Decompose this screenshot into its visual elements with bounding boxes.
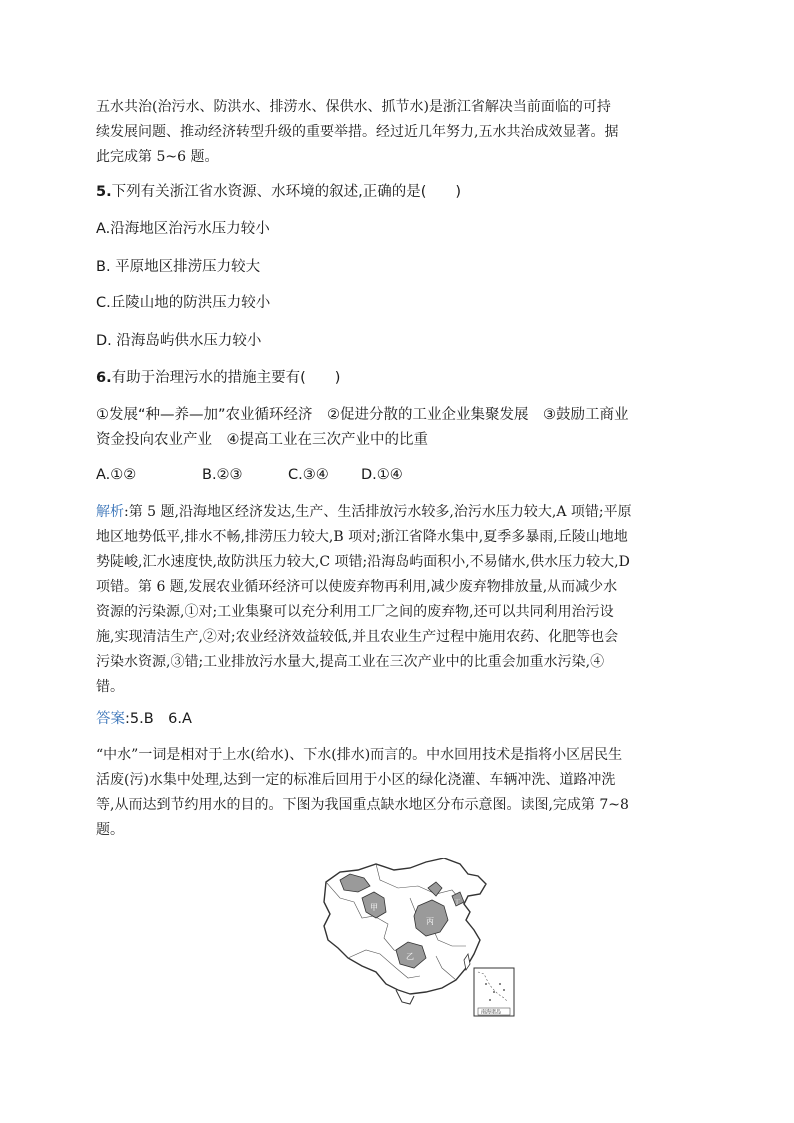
question-5-option-c: C.丘陵山地的防洪压力较小 — [96, 295, 271, 311]
passage-1 — [96, 95, 706, 170]
analysis-line: :第 5 题,沿海地区经济发达,生产、生活排放污水较多,治污水压力较大,A 项错;平原 — [124, 504, 632, 520]
question-5-number: 5. — [96, 184, 112, 200]
analysis-line: 错。 — [96, 679, 124, 695]
analysis-line: 污染水资源,③错;工业排放污水量大,提高工业在三次产业中的比重会加重水污染,④ — [96, 654, 605, 670]
question-6-measures — [96, 403, 706, 453]
question-6-option-d: D.①④ — [361, 467, 403, 483]
region-label-ding: 丁 — [454, 899, 461, 906]
region-label-jia: 甲 — [370, 903, 378, 912]
analysis-line: 施,实现清洁生产,②对;农业经济效益较低,并且农业生产过程中施用农药、化肥等也会 — [96, 629, 619, 645]
question-6-option-c: C.③④ — [288, 467, 329, 483]
analysis-block — [96, 500, 706, 700]
question-5-option-b: B. 平原地区排涝压力较大 — [96, 259, 261, 275]
question-5-text: 下列有关浙江省水资源、水环境的叙述,正确的是( ) — [111, 184, 462, 200]
question-6-measures-line: ①发展“种—养—加”农业循环经济 ②促进分散的工业企业集聚发展 ③鼓励工商业 — [96, 407, 629, 423]
question-6-option-a: A.①② — [96, 467, 137, 483]
passage-2 — [96, 743, 706, 843]
region-label-bing: 丙 — [426, 917, 434, 926]
passage-1-line: 续发展问题、推动经济转型升级的重要举措。经过近几年努力,五水共治成效显著。据 — [96, 124, 619, 140]
question-6-option-b: B.②③ — [202, 467, 243, 483]
question-6-stem — [96, 366, 706, 391]
region-label-yi: 乙 — [406, 952, 414, 961]
passage-2-line: 题。 — [96, 822, 124, 838]
analysis-line: 势陡峻,汇水速度快,故防洪压力较大,C 项错;沿海岛屿面积小,不易储水,供水压力较大,D — [96, 554, 630, 570]
question-5-option-a: A.沿海地区治污水压力较小 — [96, 221, 270, 237]
passage-2-line: “中水”一词是相对于上水(给水)、下水(排水)而言的。中水回用技术是指将小区居民生 — [96, 747, 623, 763]
analysis-label: 解析 — [96, 504, 124, 520]
question-5-stem — [96, 180, 706, 205]
water-shortage-map — [318, 858, 518, 1020]
question-6-number: 6. — [96, 370, 112, 386]
question-5-option-d: D. 沿海岛屿供水压力较小 — [96, 333, 262, 349]
passage-2-line: 活废(污)水集中处理,达到一定的标准后回用于小区的绿化浇灌、车辆冲洗、道路冲洗 — [96, 772, 616, 788]
south-china-sea-inset — [474, 968, 514, 1016]
answer-label: 答案 — [96, 711, 125, 727]
inset-label: 南海诸岛 — [481, 1009, 502, 1016]
question-6-measures-line: 资金投向农业产业 ④提高工业在三次产业中的比重 — [96, 432, 428, 448]
question-6-text: 有助于治理污水的措施主要有( ) — [111, 370, 341, 386]
passage-1-line: 此完成第 5~6 题。 — [96, 149, 219, 165]
analysis-line: 地区地势低平,排水不畅,排涝压力较大,B 项对;浙江省降水集中,夏季多暴雨,丘陵山地地 — [96, 529, 628, 545]
analysis-line: 项错。第 6 题,发展农业循环经济可以使废弃物再利用,减少废弃物排放量,从而减少水 — [96, 579, 618, 595]
answer-block — [96, 708, 192, 730]
analysis-line: 资源的污染源,①对;工业集聚可以充分利用工厂之间的废弃物,还可以共同利用治污设 — [96, 604, 614, 620]
answer-text: :5.B 6.A — [125, 711, 192, 727]
passage-2-line: 等,从而达到节约用水的目的。下图为我国重点缺水地区分布示意图。读图,完成第 7~8 — [96, 797, 629, 813]
passage-1-line: 五水共治(治污水、防洪水、排涝水、保供水、抓节水)是浙江省解决当前面临的可持 — [96, 99, 611, 115]
